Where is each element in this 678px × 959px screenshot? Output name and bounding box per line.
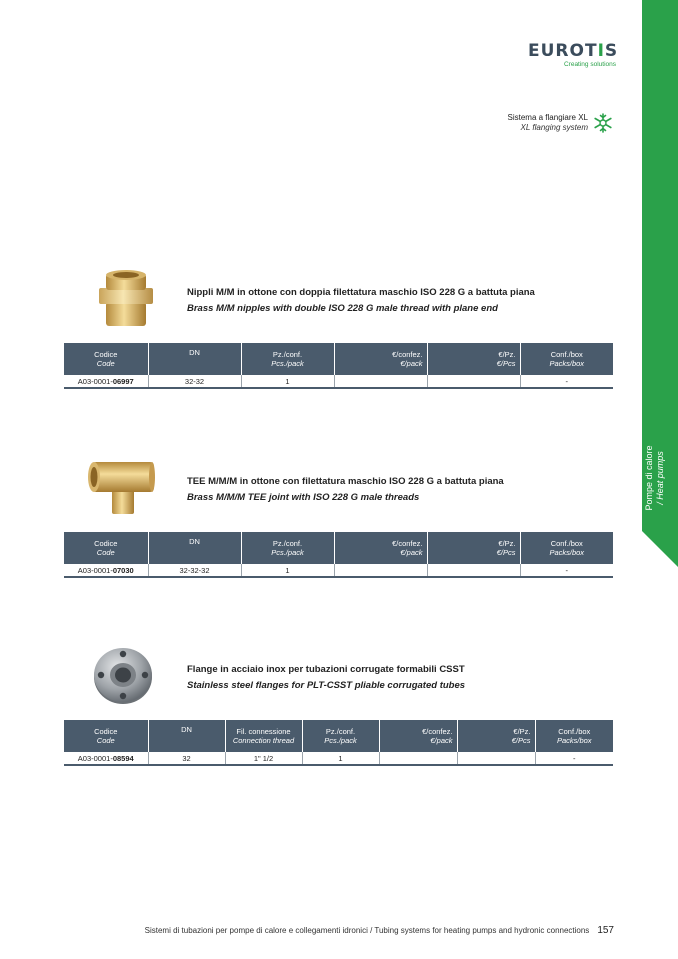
col-dn <box>148 343 241 375</box>
page-footer <box>145 925 614 936</box>
col-label: €/Pz. <box>498 350 516 359</box>
product-title: Nippli M/M in ottone con doppia filettatura maschio ISO 228 G a battuta piana <box>187 287 535 298</box>
cell-code <box>64 564 148 577</box>
col-label: Fil. connessione <box>236 727 291 736</box>
cell-price-pack <box>379 752 457 765</box>
col-code <box>64 720 148 752</box>
col-packs-box <box>535 720 613 752</box>
col-label-en: €/pack <box>400 548 423 557</box>
cell-pcs: 1 <box>302 752 379 765</box>
col-price-pack <box>379 720 457 752</box>
cell-dn: 32-32 <box>148 375 241 388</box>
brass-tee-image <box>86 456 158 518</box>
eurotis-logo <box>528 41 619 68</box>
cell-price-pcs <box>427 375 520 388</box>
logo-wordmark <box>528 41 619 61</box>
product-table <box>64 343 613 389</box>
code-suffix: 07030 <box>112 565 134 575</box>
cell-code <box>64 752 148 765</box>
col-label: Pz./conf. <box>325 727 356 736</box>
col-label: €/Pz. <box>498 539 516 548</box>
col-dn <box>148 532 241 564</box>
col-label: €/confez. <box>392 539 423 548</box>
col-label-en: Pcs./pack <box>324 736 357 745</box>
col-label: €/confez. <box>422 727 453 736</box>
col-label-en: Code <box>96 736 115 745</box>
col-label-en: €/pack <box>400 359 423 368</box>
col-label-en: Pcs./pack <box>271 548 304 557</box>
col-connection-thread <box>225 720 302 752</box>
product-subtitle: Brass M/M/M TEE joint with ISO 228 G male threads <box>187 492 420 503</box>
side-tab-label-en: / Heat pumps <box>655 451 665 505</box>
col-pcs-pack <box>241 532 334 564</box>
col-label-en: €/Pcs <box>496 359 516 368</box>
product-title: Flange in acciaio inox per tubazioni corrugate formabili CSST <box>187 664 465 675</box>
col-price-pack <box>334 532 427 564</box>
col-price-pcs <box>457 720 535 752</box>
side-tab-label-it: Pompe di calore <box>644 445 654 511</box>
table-row <box>64 564 613 577</box>
col-label: Codice <box>94 727 118 736</box>
col-label-en: Code <box>96 359 115 368</box>
col-price-pcs <box>427 532 520 564</box>
product-table <box>64 720 613 766</box>
col-label-en: Code <box>96 548 115 557</box>
cell-pcs: 1 <box>241 564 334 577</box>
snowflake-sun-icon <box>592 112 614 134</box>
col-label-en: €/Pcs <box>496 548 516 557</box>
col-price-pcs <box>427 343 520 375</box>
product-table <box>64 532 613 578</box>
col-dn <box>148 720 225 752</box>
logo-word-main: EUROT <box>528 41 598 61</box>
cell-thread: 1" 1/2 <box>225 752 302 765</box>
col-packs-box <box>520 532 613 564</box>
col-label: Pz./conf. <box>272 539 303 548</box>
col-label-en: Pcs./pack <box>271 359 304 368</box>
cell-dn: 32-32-32 <box>148 564 241 577</box>
code-prefix: A03-0001- <box>77 565 113 575</box>
side-tab-label <box>644 445 666 510</box>
col-label: €/Pz. <box>513 727 531 736</box>
col-label: Conf./box <box>558 727 591 736</box>
system-title: Sistema a flangiare XL <box>507 113 588 122</box>
steel-flange-image <box>92 646 154 706</box>
system-badge <box>508 112 615 134</box>
code-prefix: A03-0001- <box>77 753 113 763</box>
col-label: Conf./box <box>550 539 583 548</box>
col-label: €/confez. <box>392 350 423 359</box>
col-label-en: Packs/box <box>549 359 585 368</box>
code-suffix: 08594 <box>112 753 134 763</box>
col-label: Codice <box>94 350 118 359</box>
col-label-en: Connection thread <box>232 736 295 745</box>
cell-price-pcs <box>457 752 535 765</box>
logo-tagline: Creating solutions <box>563 61 616 68</box>
system-subtitle: XL flanging system <box>520 123 588 132</box>
code-prefix: A03-0001- <box>77 376 113 386</box>
table-header-row <box>64 532 613 564</box>
cell-price-pack <box>334 375 427 388</box>
col-code <box>64 343 148 375</box>
col-label: Codice <box>94 539 118 548</box>
table-row <box>64 752 613 765</box>
logo-word-accent: I <box>597 41 605 61</box>
col-label-en: Packs/box <box>549 548 585 557</box>
table-row <box>64 375 613 388</box>
table-header-row <box>64 343 613 375</box>
col-pcs-pack <box>302 720 379 752</box>
system-text <box>508 113 589 133</box>
product-title: TEE M/M/M in ottone con filettatura maschio ISO 228 G a battuta piana <box>187 476 504 487</box>
page-number: 157 <box>597 925 614 936</box>
col-label: Conf./box <box>550 350 583 359</box>
cell-dn: 32 <box>148 752 225 765</box>
col-label: DN <box>189 537 200 546</box>
cell-price-pack <box>334 564 427 577</box>
col-price-pack <box>334 343 427 375</box>
logo-word-end: S <box>604 41 619 61</box>
cell-code <box>64 375 148 388</box>
col-packs-box <box>520 343 613 375</box>
footer-text: Sistemi di tubazioni per pompe di calore e collegamenti idronici / Tubing systems for heating pumps and hydronic connections <box>144 926 590 935</box>
col-label-en: €/Pcs <box>511 736 531 745</box>
cell-pcs: 1 <box>241 375 334 388</box>
brass-nipple-image <box>96 268 156 330</box>
col-code <box>64 532 148 564</box>
code-suffix: 06997 <box>112 376 134 386</box>
col-label-en: €/pack <box>430 736 453 745</box>
product-subtitle: Stainless steel flanges for PLT-CSST pliable corrugated tubes <box>187 680 466 691</box>
cell-price-pcs <box>427 564 520 577</box>
col-label: Pz./conf. <box>272 350 303 359</box>
table-header-row <box>64 720 613 752</box>
col-pcs-pack <box>241 343 334 375</box>
col-label-en: Packs/box <box>556 736 592 745</box>
col-label: DN <box>189 348 200 357</box>
cell-packs-box: - <box>520 564 613 577</box>
col-label: DN <box>181 725 192 734</box>
cell-packs-box: - <box>520 375 613 388</box>
cell-packs-box: - <box>535 752 613 765</box>
product-subtitle: Brass M/M nipples with double ISO 228 G male thread with plane end <box>187 303 498 314</box>
